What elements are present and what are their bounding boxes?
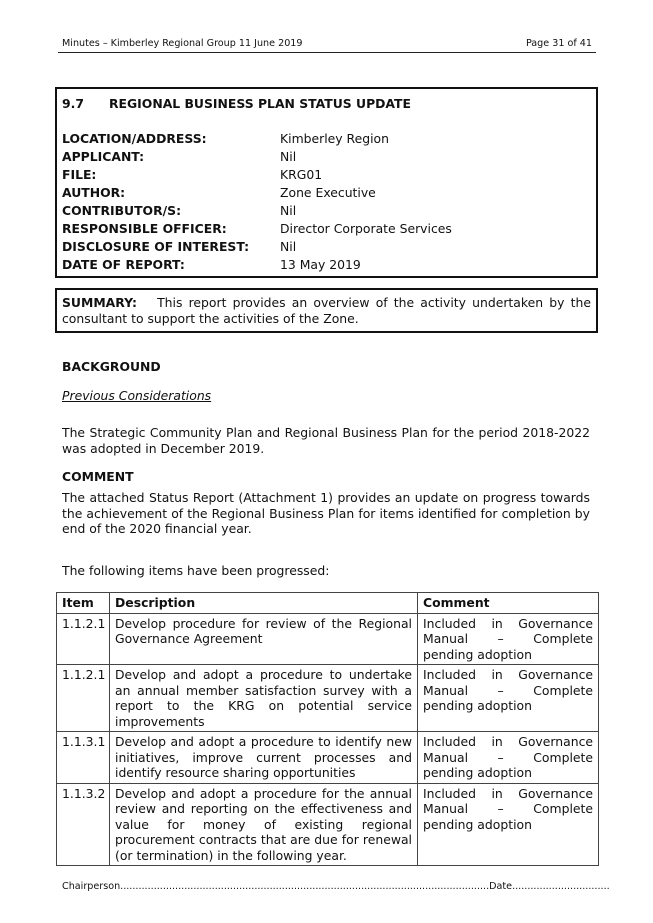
row-comment: Included in Governance Manual – Complete pending adoption — [418, 732, 599, 784]
previous-considerations-subheading: Previous Considerations — [62, 388, 212, 403]
summary-word: report — [188, 295, 227, 310]
field-value-date: 13 May 2019 — [280, 257, 361, 272]
field-label-contributor: CONTRIBUTOR/S: — [62, 203, 182, 218]
page-number: Page 31 of 41 — [525, 38, 592, 49]
items-intro-text: The following items have been progressed: — [62, 563, 330, 578]
field-label-date: DATE OF REPORT: — [62, 257, 185, 272]
summary-word: provides — [232, 295, 286, 310]
summary-label: SUMMARY: — [62, 295, 137, 310]
row-item-number: 1.1.2.1 — [57, 665, 110, 732]
column-header-comment: Comment — [418, 593, 599, 614]
row-item-number: 1.1.3.1 — [57, 732, 110, 784]
field-value-file: KRG01 — [280, 167, 323, 182]
summary-word: an — [291, 295, 308, 310]
comment-heading: COMMENT — [62, 469, 134, 484]
field-label-author: AUTHOR: — [62, 185, 126, 200]
summary-word: the — [570, 295, 591, 310]
row-comment: Included in Governance Manual – Complete pending adoption — [418, 613, 599, 665]
table-row — [57, 613, 599, 665]
field-value-author: Zone Executive — [280, 185, 376, 200]
summary-word: This — [157, 295, 183, 310]
field-label-file: FILE: — [62, 167, 97, 182]
header-title: Minutes – Kimberley Regional Group 11 June 2019 — [62, 38, 303, 49]
summary-word: of — [375, 295, 388, 310]
summary-box — [55, 288, 598, 333]
row-item-number: 1.1.2.1 — [57, 613, 110, 665]
field-value-applicant: Nil — [280, 149, 297, 164]
column-header-item: Item — [57, 593, 110, 614]
row-description: Develop and adopt a procedure for the annual review and reporting on the effectiveness and value for money of existing regional procurement contracts that are due for renewal (or termination) in the following year. — [110, 783, 418, 866]
row-comment: Included in Governance Manual – Complete pending adoption — [418, 665, 599, 732]
row-description: Develop and adopt a procedure to identify new initiatives, improve current processes and identify resource sharing opportunities — [110, 732, 418, 784]
field-label-responsible-officer: RESPONSIBLE OFFICER: — [62, 221, 227, 236]
field-value-responsible-officer: Director Corporate Services — [280, 221, 452, 236]
field-value-location: Kimberley Region — [280, 131, 389, 146]
item-number: 9.7 — [62, 96, 84, 111]
row-comment: Included in Governance Manual – Complete pending adoption — [418, 783, 599, 866]
table-row — [57, 732, 599, 784]
column-header-description: Description — [110, 593, 418, 614]
header-divider — [58, 52, 596, 53]
table-row — [57, 783, 599, 866]
summary-word: overview — [313, 295, 370, 310]
summary-line-2: consultant to support the activities of the Zone. — [62, 311, 359, 326]
row-description: Develop and adopt a procedure to undertake an annual member satisfaction survey with a report to the KRG on potential service improvements — [110, 665, 418, 732]
page-header — [62, 36, 592, 52]
summary-word: undertaken — [472, 295, 544, 310]
summary-line-1 — [62, 295, 591, 311]
summary-word: by — [549, 295, 565, 310]
summary-word: the — [393, 295, 415, 310]
item-title: REGIONAL BUSINESS PLAN STATUS UPDATE — [109, 96, 411, 111]
progress-table — [56, 592, 599, 866]
row-description: Develop procedure for review of the Regional Governance Agreement — [110, 613, 418, 665]
field-label-location: LOCATION/ADDRESS: — [62, 131, 207, 146]
background-paragraph: The Strategic Community Plan and Regional Business Plan for the period 2018-2022 was adopted in December 2019. — [62, 425, 590, 456]
item-details-box — [55, 87, 598, 278]
field-label-applicant: APPLICANT: — [62, 149, 145, 164]
field-value-contributor: Nil — [280, 203, 297, 218]
table-header-row — [57, 593, 599, 614]
row-item-number: 1.1.3.2 — [57, 783, 110, 866]
table-row — [57, 665, 599, 732]
chairperson-signature-line: Chairperson.........................................................................................................................Date................................ — [62, 881, 610, 892]
summary-word: activity — [420, 295, 466, 310]
background-heading: BACKGROUND — [62, 359, 161, 374]
comment-paragraph: The attached Status Report (Attachment 1) provides an update on progress towards the achievement of the Regional Business Plan for items identified for completion by end of the 2020 financial year. — [62, 490, 590, 536]
field-label-disclosure: DISCLOSURE OF INTEREST: — [62, 239, 250, 254]
field-value-disclosure: Nil — [280, 239, 297, 254]
